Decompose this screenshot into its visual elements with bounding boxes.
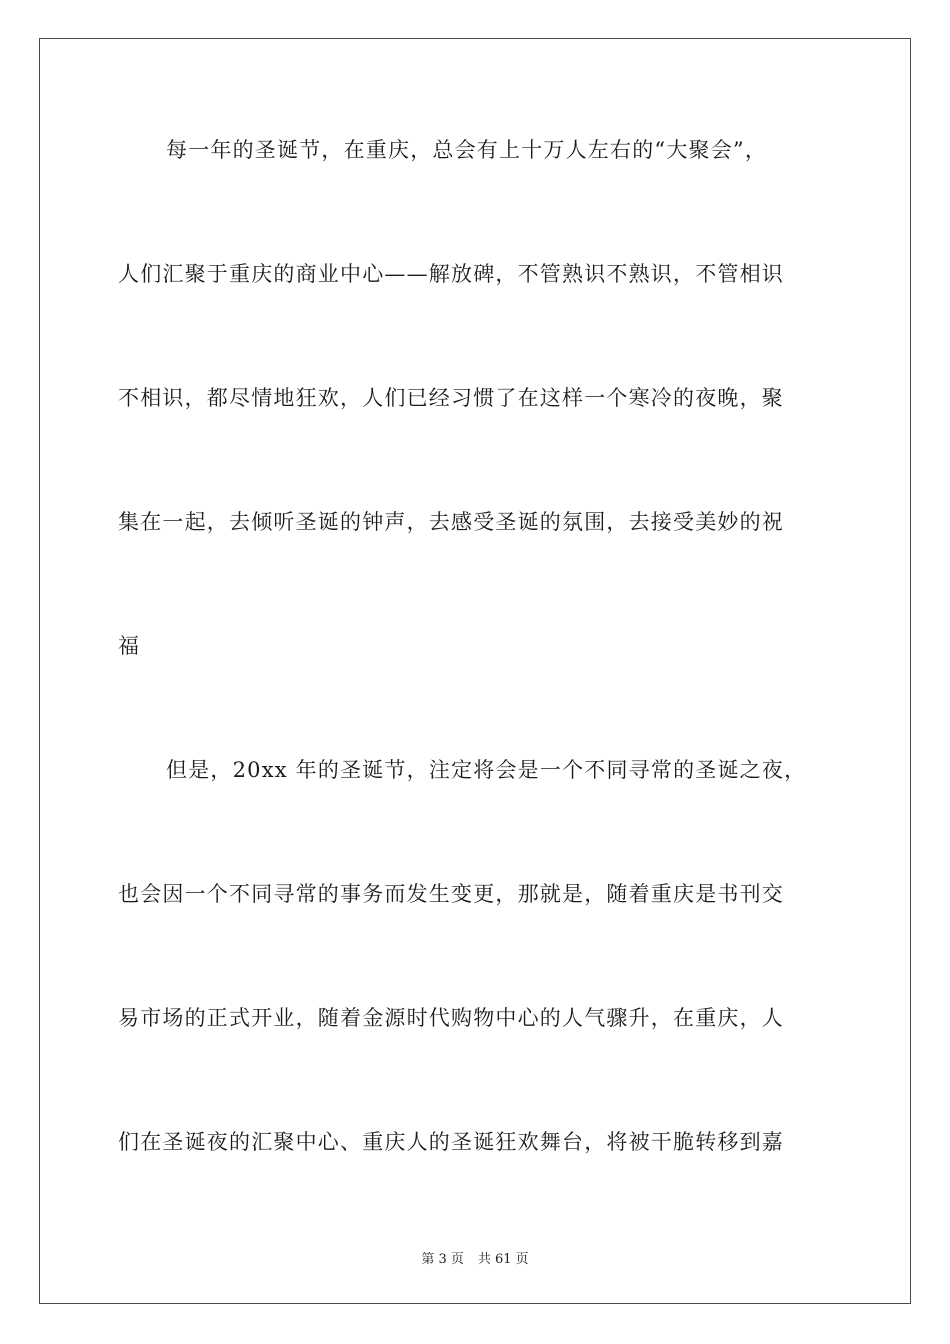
paragraph-2-line-1: 但是，20xx 年的圣诞节，注定将会是一个不同寻常的圣诞之夜， xyxy=(166,758,807,782)
page-footer xyxy=(0,1248,950,1267)
page-number: 第 3 页 xyxy=(421,1252,464,1267)
paragraph-2-line-4: 们在圣诞夜的汇聚中心、重庆人的圣诞狂欢舞台，将被干脆转移到嘉 xyxy=(118,1130,784,1154)
paragraph-1-line-5: 福 xyxy=(118,634,141,658)
paragraph-1-line-3: 不相识，都尽情地狂欢，人们已经习惯了在这样一个寒冷的夜晚，聚 xyxy=(118,386,784,410)
paragraph-1-line-1: 每一年的圣诞节，在重庆，总会有上十万人左右的“大聚会”， xyxy=(166,138,768,162)
paragraph-1-line-4: 集在一起，去倾听圣诞的钟声，去感受圣诞的氛围，去接受美妙的祝 xyxy=(118,510,784,534)
page-frame xyxy=(39,38,911,1304)
paragraph-2-line-2: 也会因一个不同寻常的事务而发生变更，那就是，随着重庆是书刊交 xyxy=(118,882,784,906)
paragraph-1-line-2: 人们汇聚于重庆的商业中心——解放碑，不管熟识不熟识，不管相识 xyxy=(118,262,784,286)
page-total: 共 61 页 xyxy=(477,1252,529,1267)
paragraph-2-line-3: 易市场的正式开业，随着金源时代购物中心的人气骤升，在重庆，人 xyxy=(118,1006,784,1030)
